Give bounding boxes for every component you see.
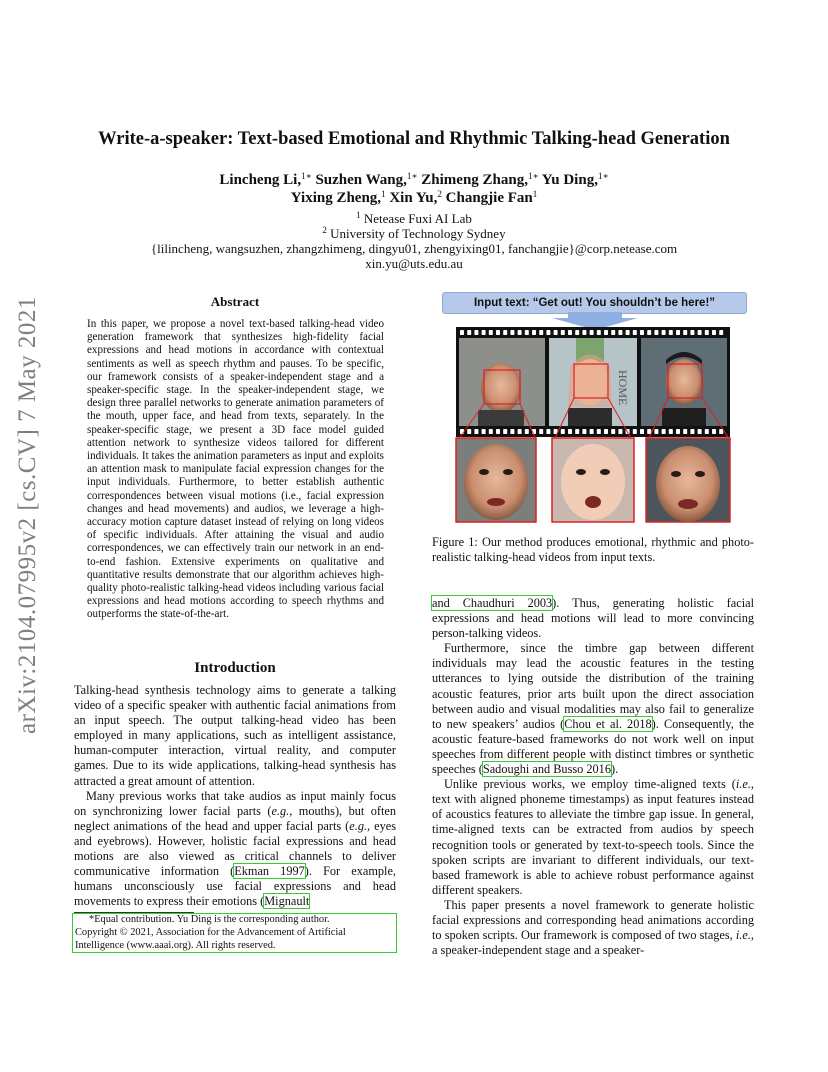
author-affil-mark: 1∗ [406,171,418,181]
film-hole [712,330,716,335]
text-run: ). Consequently, the acoustic feature-based frameworks do not work well on input speeches from different people with distinct timbres or synthetic speeches ( [432,716,754,777]
film-hole [705,429,709,434]
introduction-heading: Introduction [194,660,276,676]
italic-run: i.e. [735,928,751,943]
author-affil-mark: 1∗ [527,171,539,181]
film-hole [662,429,666,434]
author: Lincheng Li, [219,172,302,188]
film-hole [568,429,572,434]
arxiv-identifier: arXiv:2104.07995v2 [cs.CV] 7 May 2021 [14,296,41,734]
film-hole [467,429,471,434]
film-hole [604,429,608,434]
film-hole [546,429,550,434]
right-paragraph-2 [432,777,754,898]
film-hole [640,429,644,434]
film-hole [575,429,579,434]
film-hole [474,429,478,434]
author-affil-mark: 1 [532,189,538,199]
text-run: , a speaker-independent stage and a speaker- [432,928,754,958]
affiliation-2 [40,226,788,242]
film-hole [525,429,529,434]
film-hole [618,429,622,434]
author-line-1 [40,172,788,189]
poster-text: HOME [616,370,630,406]
citation-link-sadoughi[interactable]: Sadoughi and Busso 2016 [482,762,611,777]
film-hole [496,429,500,434]
citation-link-mignault-chaudhuri[interactable]: and Chaudhuri 2003 [432,596,553,610]
italic-run: e.g. [349,818,368,833]
author-affil-mark: 1∗ [301,171,312,181]
film-hole [618,330,622,335]
author-affil-mark: 2 [437,189,442,199]
right-paragraph-1 [432,641,754,777]
film-hole [698,429,702,434]
film-hole [525,330,529,335]
author: Yixing Zheng, [290,190,382,206]
film-hole [503,429,507,434]
film-hole [683,330,687,335]
intro-paragraph-2 [74,789,396,910]
film-hole [518,429,522,434]
film-hole [518,330,522,335]
film-hole [633,429,637,434]
author-affil-mark: 1 [381,189,386,199]
author: Zhimeng Zhang, [417,172,528,188]
film-hole [654,330,658,335]
film-hole [676,330,680,335]
film-hole [561,330,565,335]
affil-mark: 1 [356,210,361,220]
text-run: ). For example, humans unconsciously use facial expressions and head movements to express their emotions ( [74,864,397,909]
figure-1-image [440,312,750,524]
footnote-equal-contribution: *Equal contribution. Yu Ding is the corresponding author. [89,914,330,925]
italic-run: e.g. [271,803,290,818]
text-run: ). [610,762,619,777]
text-run: ). Thus, generating holistic facial expressions and head motions will lead to more convincing person-talking videos. [432,596,754,641]
affil-text: University of Technology Sydney [326,226,506,241]
author: Suzhen Wang, [311,172,407,188]
footnote-link-box[interactable] [72,913,397,953]
film-hole [705,330,709,335]
film-hole [503,330,507,335]
film-hole [575,330,579,335]
film-hole [669,330,673,335]
film-hole [460,330,464,335]
right-paragraph-3 [432,898,754,958]
citation-link-mignault[interactable]: Mignault [264,894,310,909]
film-hole [597,330,601,335]
film-hole [604,330,608,335]
film-hole [719,330,723,335]
text-run: , text with aligned phoneme timestamps) as input features instead of acoustics features to alleviate the timbre gap issue. In general, time-aligned texts can be extracted from audios by speech recognition tools or generated by text-to-speech tools. Since the spoken scripts are invariant to different individuals, our text-based framework is able to achieve robust performance against different speakers. [432,777,754,897]
film-hole [611,330,615,335]
film-hole [582,330,586,335]
film-hole [482,330,486,335]
film-hole [690,330,694,335]
film-hole [640,330,644,335]
film-hole [510,429,514,434]
film-hole [532,330,536,335]
film-hole [647,429,651,434]
affil-mark: 2 [322,225,327,235]
film-hole [482,429,486,434]
film-hole [676,429,680,434]
figure-input-text-banner: Input text: “Get out! You shouldn’t be here!” [442,292,747,314]
author: Yu Ding, [538,172,598,188]
film-hole [669,429,673,434]
film-hole [683,429,687,434]
film-hole [633,330,637,335]
film-hole [690,429,694,434]
figure-1-caption: Figure 1: Our method produces emotional, rhythmic and photo-realistic talking-head videos from input texts. [432,535,754,565]
film-hole [546,330,550,335]
film-hole [554,330,558,335]
text-run: Furthermore, since the timbre gap between different individuals may lead the acoustic features in the testing utterances to lying outside the distribution of the training acoustic features, prior arts built upon the direct association between audio and visual modalities may also fail to generalize to new speakers’ audios ( [432,641,754,731]
email-line-1: {lilincheng, wangsuzhen, zhangzhimeng, dingyu01, zhengyixing01, fanchangjie}@corp.netease.com [150,241,678,256]
affiliation-1 [40,211,788,227]
affil-text: Netease Fuxi AI Lab [360,211,472,226]
text-run: Many previous works that take audios as input mainly focus on synchronizing lower facial parts ( [74,788,396,818]
film-hole [654,429,658,434]
film-hole [539,330,543,335]
paper-title: Write-a-speaker: Text-based Emotional and Rhythmic Talking-head Generation [98,129,730,149]
film-hole [590,429,594,434]
abstract-text: In this paper, we propose a novel text-based talking-head video generation framework that synthesizes high-fidelity facial expressions and head motions in accordance with contextual sentiments as well as speech rhythm and pauses. To be specific, our framework consists of a speaker-independent stage and a speaker-specific stage. In the speaker-independent stage, we design three parallel networks to generate animation parameters of the mouth, upper face, and head from texts, separately. In the speaker-specific stage, we present a 3D face model guided attention network to synthesize videos tailored for different individuals. It takes the animation parameters as input and exploits an attention mask to manipulate facial expression changes for the input individuals. Furthermore, to better establish authentic correspondences between visual motions (i.e., facial expression changes and head movements) and audios, we leverage a high-accuracy motion capture dataset instead of relying on long videos of specific individuals. After attaining the visual and audio correspondences, we can effectively train our network in an end-to-end fashion. Extensive experiments on qualitative and quantitative results demonstrate that our algorithm achieves high-quality photo-realistic talking-head videos including various facial expressions and head motions according to speech rhythms and outperforms the state-of-the-art. [87,318,384,621]
film-hole [539,429,543,434]
intro-paragraph-1: Talking-head synthesis technology aims to generate a talking video of a specific speaker with authentic facial animations from an input speech. The output talking-head video has been employed in many applications, such as intelligent assistance, human-computer interaction, virtual reality, and computer games. Due to its wide applications, talking-head synthesis has attracted a great amount of attention. [74,683,396,788]
film-hole [582,429,586,434]
film-hole [712,429,716,434]
film-hole [597,429,601,434]
text-run: , eyes and eyebrows). However, holistic facial expressions and head motions are also viewed as critical channels to deliver communicative information ( [74,818,397,879]
film-hole [626,330,630,335]
right-column-body [432,596,754,958]
film-hole [489,429,493,434]
text-run: , mouths), but often neglect animations of the head and upper facial parts ( [74,803,396,833]
author-affil-mark: 1∗ [597,171,609,181]
film-hole [489,330,493,335]
film-hole [698,330,702,335]
text-run: Unlike previous works, we employ time-aligned texts ( [444,777,736,792]
author-line-2 [40,190,788,207]
film-hole [662,330,666,335]
film-hole [647,330,651,335]
right-paragraph-0 [432,596,754,641]
film-hole [474,330,478,335]
footnote-copyright: Copyright © 2021, Association for the Advancement of Artificial Intelligence (www.aaai.org). All rights reserved. [75,926,346,951]
film-hole [611,429,615,434]
film-hole [510,330,514,335]
film-hole [590,330,594,335]
film-hole [467,330,471,335]
introduction-body [74,683,396,909]
email-line-2: xin.yu@uts.edu.au [365,256,463,271]
film-hole [496,330,500,335]
author: Changjie Fan [441,190,533,206]
abstract-heading: Abstract [210,294,260,309]
text-run: This paper presents a novel framework to generate holistic facial expressions and corresponding head animations according to spoken scripts. Our framework is composed of two stages, [432,897,754,943]
film-hole [568,330,572,335]
citation-link-ekman[interactable]: Ekman 1997 [234,864,305,879]
italic-run: i.e. [735,777,751,792]
film-hole [561,429,565,434]
author: Xin Yu, [385,190,438,206]
citation-link-chou[interactable]: Chou et al. 2018 [564,716,652,731]
